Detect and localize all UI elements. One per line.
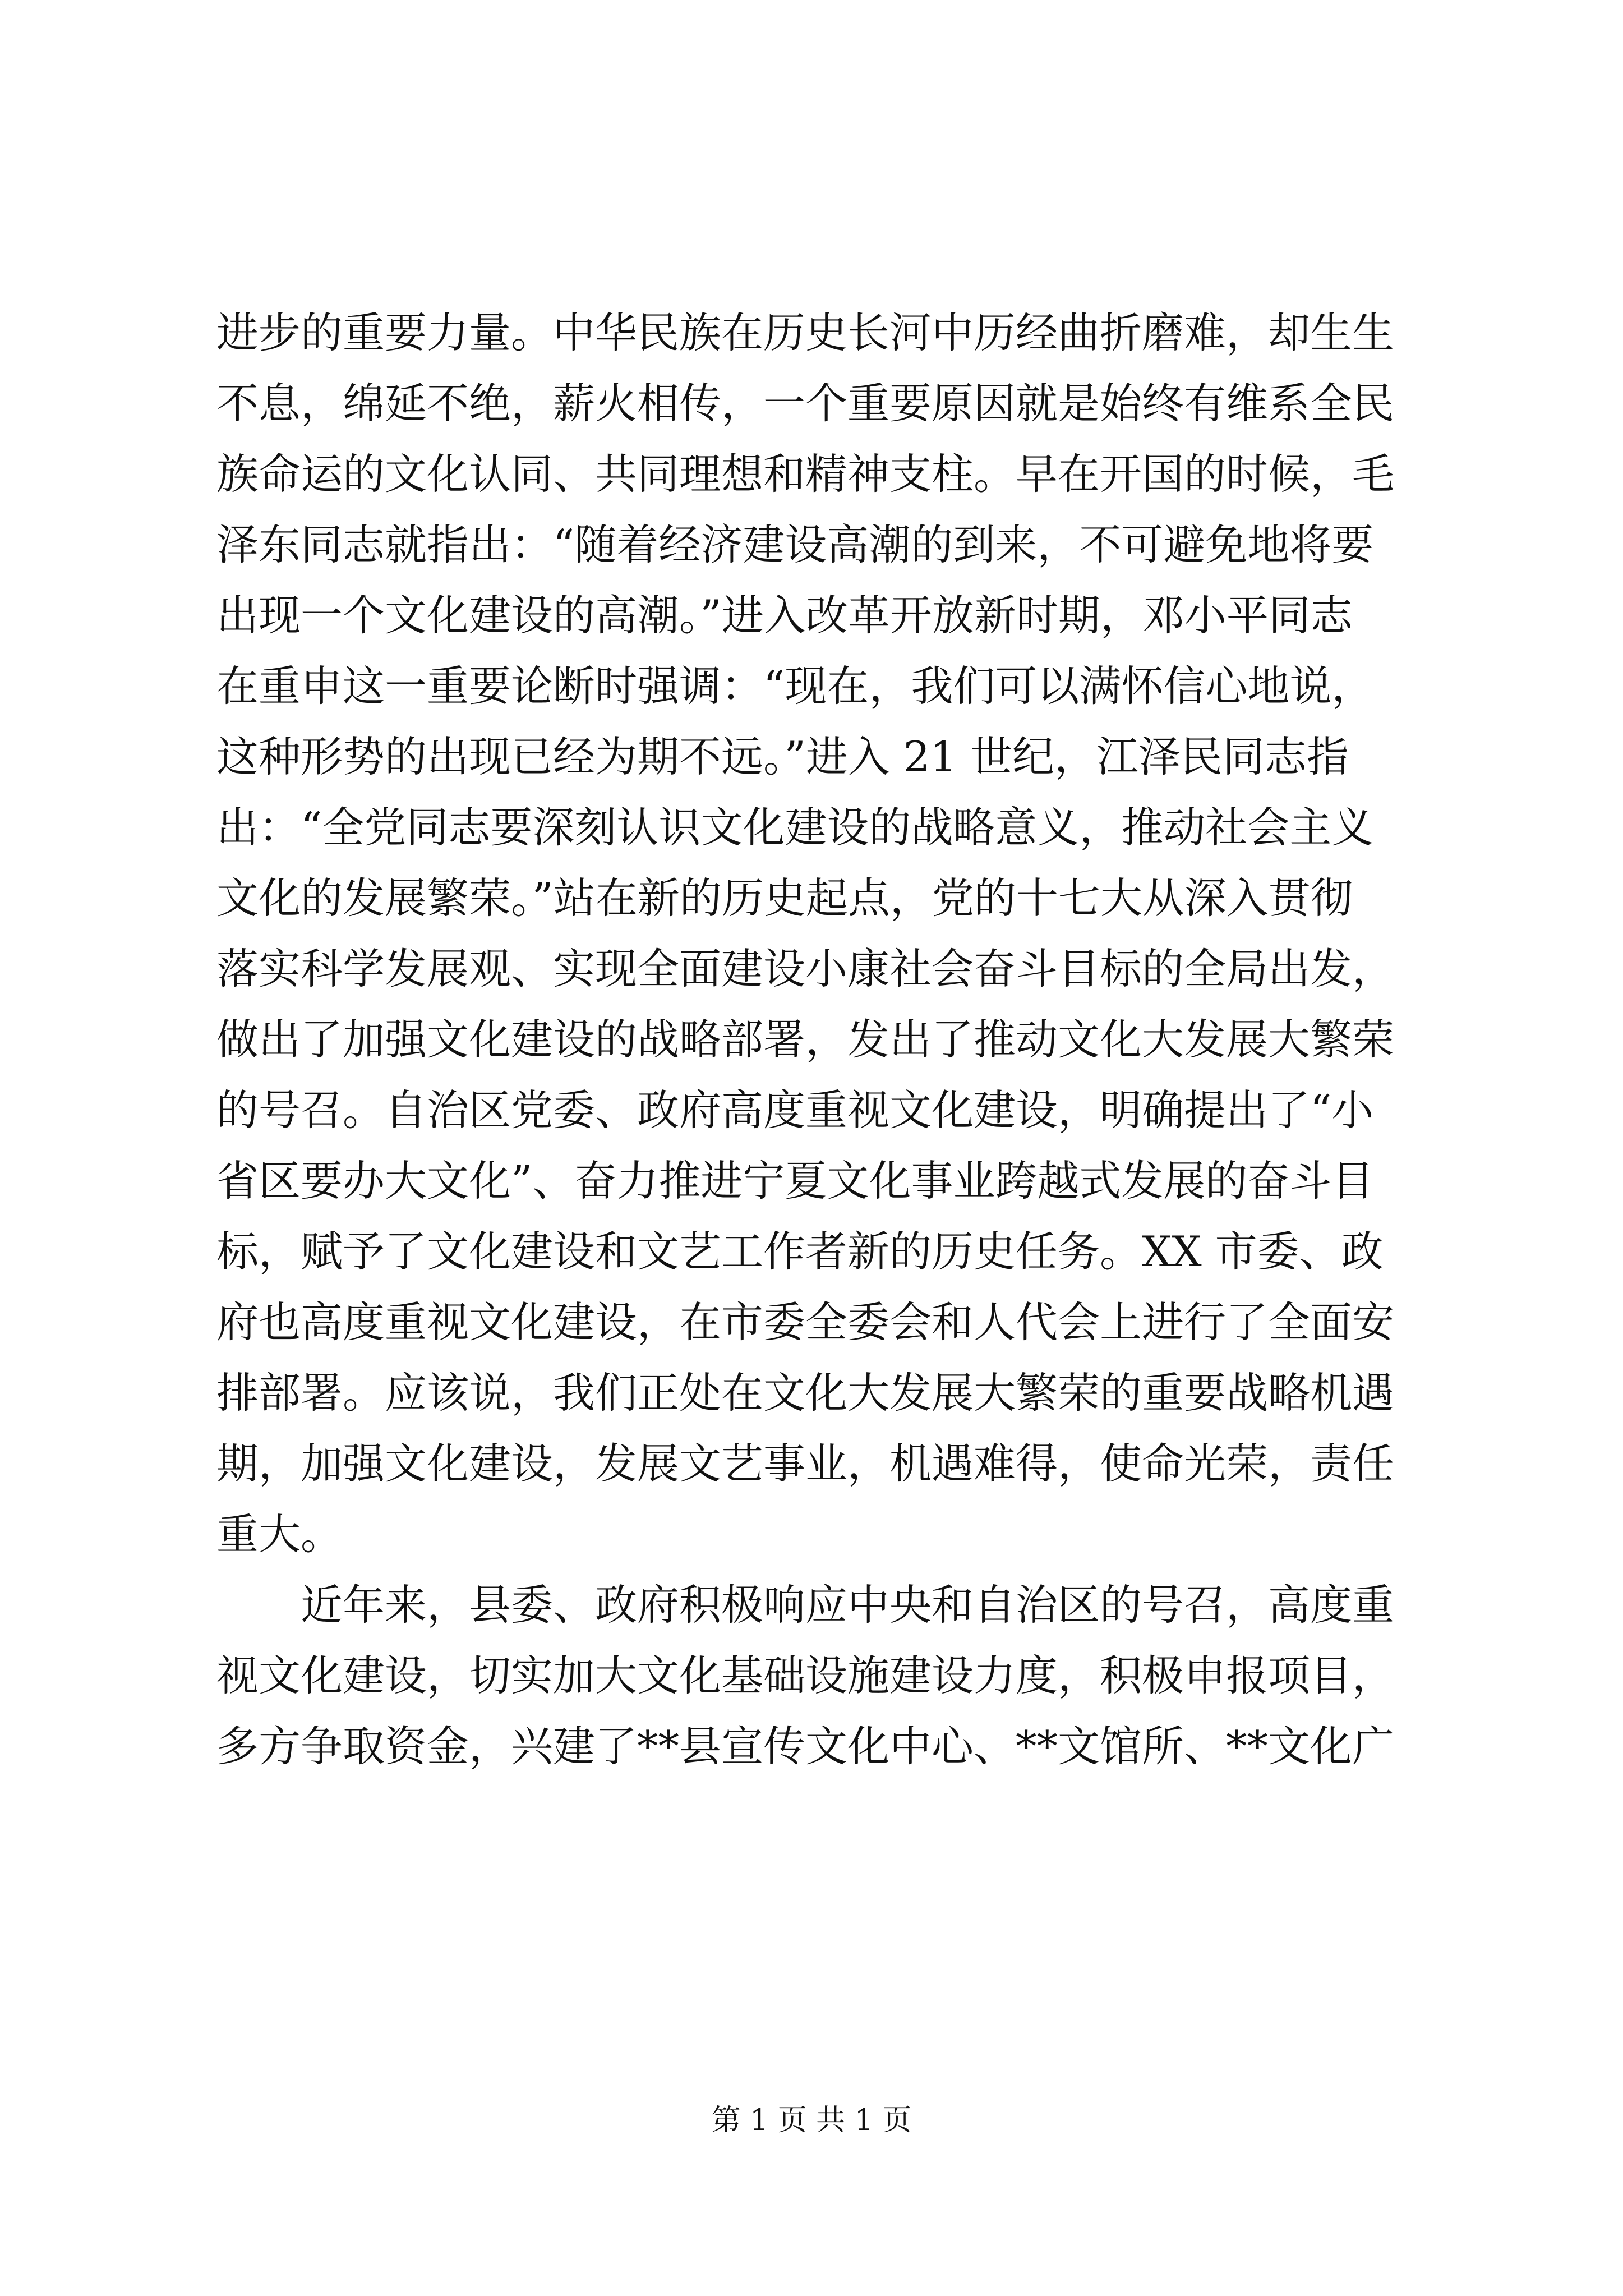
text-line: 府也高度重视文化建设，在市委全委会和人代会上进行了全面安: [216, 1297, 1395, 1347]
text-line: 期，加强文化建设，发展文艺事业，机遇难得，使命光荣，责任: [216, 1439, 1395, 1488]
text-line: 在重申这一重要论断时强调：“现在，我们可以满怀信心地说，: [216, 661, 1374, 711]
text-line: 排部署。应该说，我们正处在文化大发展大繁荣的重要战略机遇: [216, 1368, 1395, 1418]
text-line: 出现一个文化建设的高潮。”进入改革开放新时期，邓小平同志: [216, 591, 1353, 640]
page-number: 第 1 页 共 1 页: [711, 2104, 912, 2137]
text-line: 落实科学发展观、实现全面建设小康社会奋斗目标的全局出发，: [216, 944, 1395, 993]
paragraph-first-line: 近年来，县委、政府积极响应中央和自治区的号召，高度重: [301, 1580, 1395, 1630]
text-line: 多方争取资金，兴建了**县宣传文化中心、**文馆所、**文化广: [216, 1722, 1395, 1771]
text-line: 重大。: [216, 1510, 343, 1559]
text-line: 不息，绵延不绝，薪火相传，一个重要原因就是始终有维系全民: [216, 379, 1395, 428]
text-line: 做出了加强文化建设的战略部署，发出了推动文化大发展大繁荣: [216, 1015, 1395, 1064]
text-line: 族命运的文化认同、共同理想和精神支柱。早在开国的时候，毛: [216, 449, 1395, 499]
text-line: 文化的发展繁荣。”站在新的历史起点，党的十七大从深入贯彻: [216, 873, 1353, 923]
text-line: 泽东同志就指出：“随着经济建设高潮的到来，不可避免地将要: [216, 520, 1374, 569]
text-line: 的号召。自治区党委、政府高度重视文化建设，明确提出了“小: [216, 1085, 1374, 1135]
text-line: 省区要办大文化”、奋力推进宁夏文化事业跨越式发展的奋斗目: [216, 1156, 1374, 1205]
body-text: [216, 297, 1422, 1782]
text-line: 出：“全党同志要深刻认识文化建设的战略意义，推动社会主义: [216, 803, 1374, 852]
page-footer: [0, 2101, 1623, 2140]
text-line: 这种形势的出现已经为期不远。”进入 21 世纪，江泽民同志指: [216, 732, 1349, 781]
text-line: 视文化建设，切实加大文化基础设施建设力度，积极申报项目，: [216, 1651, 1395, 1700]
text-line: 进步的重要力量。中华民族在历史长河中历经曲折磨难，却生生: [216, 308, 1395, 357]
text-line: 标，赋予了文化建设和文艺工作者新的历史任务。XX 市委、政: [216, 1227, 1384, 1276]
